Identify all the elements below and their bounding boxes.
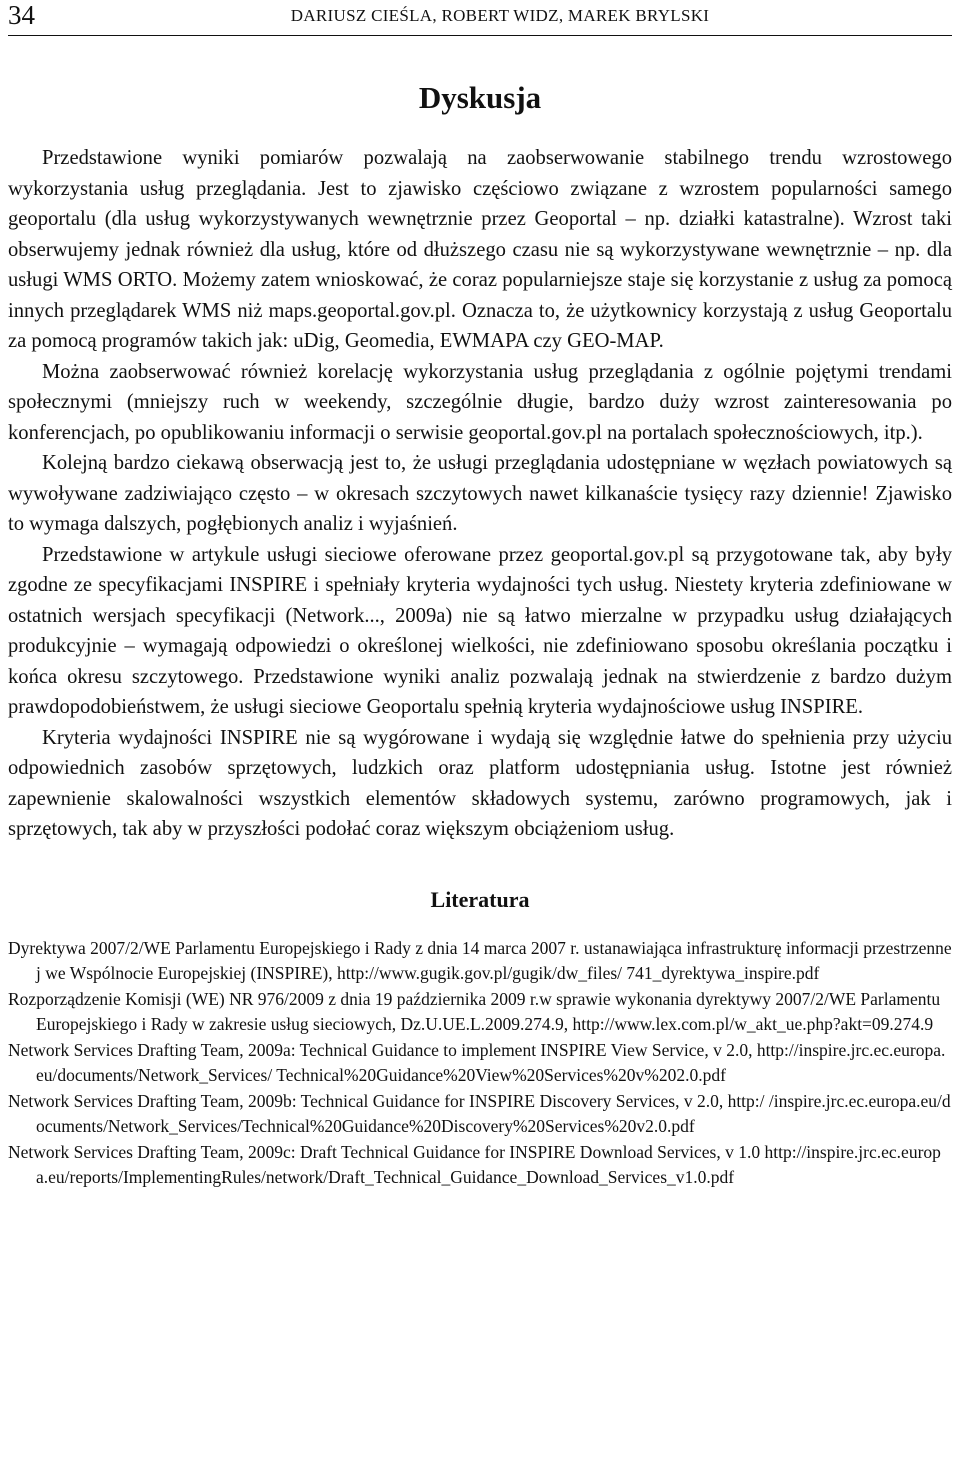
body-paragraph: Kryteria wydajności INSPIRE nie są wygórowane i wydają się względnie łatwe do spełnienia przy użyciu odpowiednich zasobów sprzętowych, ludzkich oraz platform udostępniania usług. Istotne jest również zapewnienie skalowalności wszystkich elementów składowych systemu, zarówno programowych, jak i sprzętowych, tak aby w przyszłości podołać coraz większym obciążeniom usług. (8, 726, 952, 840)
reference-list (8, 936, 952, 1191)
running-head-authors: DARIUSZ CIEŚLA, ROBERT WIDZ, MAREK BRYLSKI (290, 6, 710, 25)
section-heading: Dyskusja (418, 80, 542, 115)
body-paragraph: Można zaobserwować również korelację wykorzystania usług przeglądania z ogólnie pojętymi trendami społecznymi (mniejszy ruch w weekendy, szczególnie długie, bardzo duży wzrost zainteresowania po konferencjach, po opublikowaniu informacji o serwisie geoportal.gov.pl na portalach społecznościowych, itp.). (8, 360, 952, 444)
reference-item: Network Services Drafting Team, 2009a: Technical Guidance to implement INSPIRE View Service, v 2.0, http://inspire.jrc.ec.europa.eu/documents/Network_Services/ Technical%20Guidance%20View%20Services%20v%202.0.pdf (8, 1039, 946, 1085)
reference-item: Network Services Drafting Team, 2009b: Technical Guidance for INSPIRE Discovery Services, v 2.0, http:/ /inspire.jrc.ec.europa.eu/documents/Network_Services/Technical%20Guidance%20Discovery%20Services%20v2.0.pdf (8, 1090, 951, 1136)
reference-item: Dyrektywa 2007/2/WE Parlamentu Europejskiego i Rady z dnia 14 marca 2007 r. ustanawiająca infrastrukturę informacji przestrzennej we Wspólnocie Europejskiej (INSPIRE), http://www.gugik.gov.pl/gugik/dw_files/ 741_dyrektywa_inspire.pdf (8, 937, 952, 983)
body-paragraph: Kolejną bardzo ciekawą obserwacją jest to, że usługi przeglądania udostępniane w węzłach powiatowych są wywoływane zadziwiająco często – w okresach szczytowych nawet kilkanaście tysięcy razy dziennie! Zjawisko to wymaga dalszych, pogłębionych analiz i wyjaśnień. (8, 452, 952, 535)
page-number: 34 (8, 0, 35, 30)
literature-heading: Literatura (430, 886, 530, 912)
reference-item: Network Services Drafting Team, 2009c: Draft Technical Guidance for INSPIRE Download Services, v 1.0 http://inspire.jrc.ec.europa.eu/reports/ImplementingRules/network/Draft_Technical_Guidance_Download_Services_v1.0.pdf (8, 1141, 941, 1187)
body-paragraph: Przedstawione wyniki pomiarów pozwalają na zaobserwowanie stabilnego trendu wzrostowego wykorzystania usług przeglądania. Jest to zjawisko częściowo związane z wzrostem popularności samego geoportalu (dla usług wykorzystywanych wewnętrznie przez Geoportal – np. działki katastralne). Wzrost taki obserwujemy jednak również dla usług, które od dłuższego czasu nie są wykorzystywane wewnętrznie – np. dla usługi WMS ORTO. Możemy zatem wnioskować, że coraz popularniejsze staje się korzystanie z usług za pomocą innych przeglądarek WMS niż maps.geoportal.gov.pl. Oznacza to, że użytkownicy korzystają z usług Geoportalu za pomocą programów takich jak: uDig, Geomedia, EWMAPA czy GEO-MAP. (8, 147, 952, 352)
section-body (8, 143, 952, 845)
page-content (8, 75, 952, 1191)
body-paragraph: Przedstawione w artykule usługi sieciowe oferowane przez geoportal.gov.pl są przygotowane tak, aby były zgodne ze specyfikacjami INSPIRE i spełniały kryteria wydajności tych usług. Niestety kryteria zdefiniowane w ostatnich wersjach specyfikacji (Network..., 2009a) nie są łatwo mierzalne w przypadku usług działających produkcyjnie – wymagają odpowiedzi o określonej wielkości, nie zdefiniowano sposobu określania początku i końca okresu szczytowego. Przedstawione wyniki analiz pozwalają jednak na stwierdzenie z bardzo dużym prawdopodobieństwem, że usługi sieciowe Geoportalu spełnią kryteria wydajnościowe usług INSPIRE. (8, 543, 952, 718)
header-rule (8, 35, 952, 36)
running-head (8, 0, 952, 30)
reference-item: Rozporządzenie Komisji (WE) NR 976/2009 z dnia 19 października 2009 r.w sprawie wykonania dyrektywy 2007/2/WE Parlamentu Europejskiego i Rady w zakresie usług sieciowych, Dz.U.UE.L.2009.274.9, http://www.lex.com.pl/w_akt_ue.php?akt=09.274.9 (8, 988, 941, 1034)
